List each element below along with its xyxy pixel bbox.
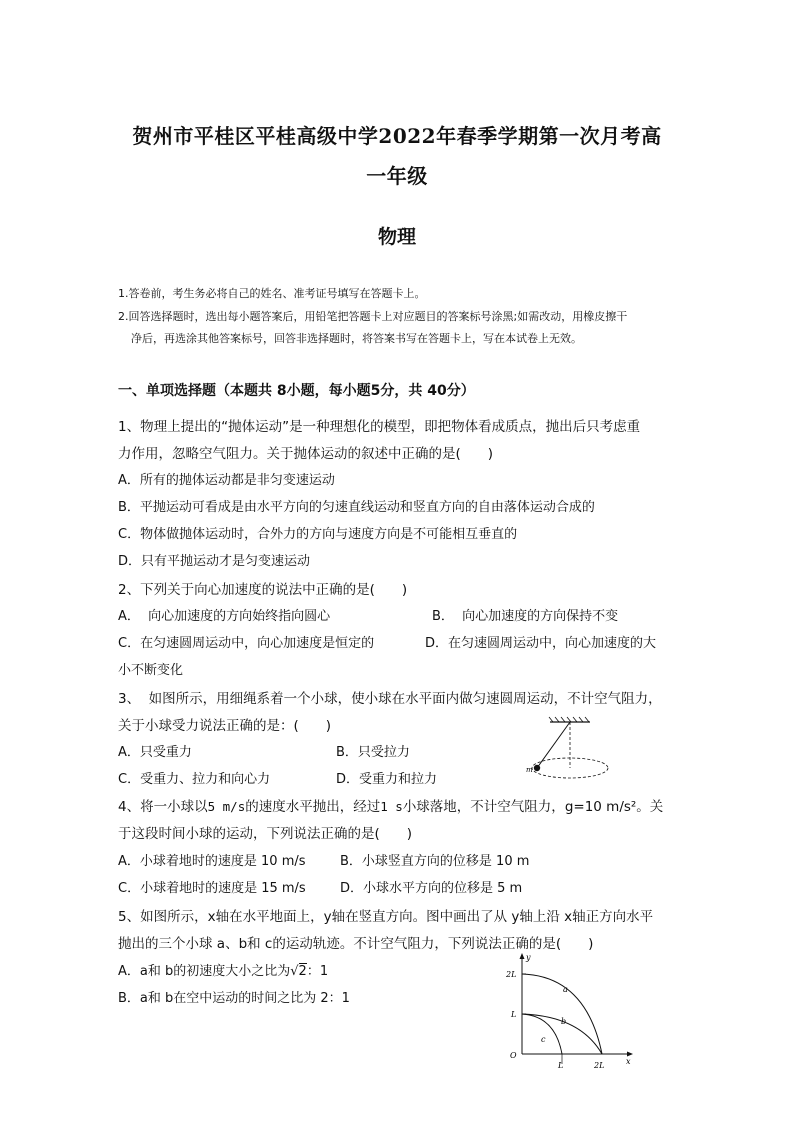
q1-option-d: D．只有平抛运动才是匀变速运动 bbox=[118, 554, 311, 569]
q3-stem-line2: 关于小球受力说法正确的是：( ) bbox=[118, 718, 332, 734]
q2-option-c: C．在匀速圆周运动中，向心加速度是恒定的 bbox=[118, 636, 375, 651]
q5-option-b: B．a和 b在空中运动的时间之比为 2：1 bbox=[118, 991, 350, 1006]
y-L-label: L bbox=[511, 1010, 517, 1019]
trajectory-c bbox=[522, 1014, 562, 1054]
q2-option-b: B． 向心加速度的方向保持不变 bbox=[432, 609, 619, 624]
ceiling-mount bbox=[549, 717, 590, 722]
notice-item-2-line1: 2.回答选择题时，选出每小题答案后，用铅笔把答题卡上对应题目的答案标号涂黑;如需改动，用橡皮擦干 bbox=[118, 310, 628, 323]
q4-stem-part-c: 小球落地，不计空气阻力， bbox=[402, 799, 565, 815]
q4-stem-part-b: 的速度水平抛出，经过 bbox=[245, 799, 381, 815]
q1-option-c: C．物体做抛体运动时，合外力的方向与速度方向是不可能相互垂直的 bbox=[118, 527, 518, 542]
x-axis-arrow bbox=[627, 1052, 633, 1057]
q4-stem-line1 bbox=[118, 795, 663, 815]
mass-label: m bbox=[526, 766, 533, 774]
q4-time: 1 s bbox=[380, 799, 403, 814]
q1-stem-line1: 1、物理上提出的“抛体运动”是一种理想化的模型，即把物体看成质点，抛出后只考虑重 bbox=[118, 419, 641, 435]
subject-title: 物理 bbox=[377, 226, 416, 248]
curve-c-label: c bbox=[541, 1035, 546, 1044]
y-axis-arrow bbox=[520, 953, 525, 959]
q1-option-a: A．所有的抛体运动都是非匀变速运动 bbox=[118, 473, 335, 488]
q3-option-c: C．受重力、拉力和向心力 bbox=[118, 772, 271, 787]
q1-stem-line2: 力作用，忽略空气阻力。关于抛体运动的叙述中正确的是( ) bbox=[118, 446, 494, 462]
section-heading: 一、单项选择题（本题共 8小题，每小题5分，共 40分） bbox=[118, 383, 475, 399]
q3-option-b: B．只受拉力 bbox=[336, 745, 410, 760]
x-axis-label: x bbox=[626, 1057, 631, 1066]
sqrt-radicand: 2 bbox=[298, 964, 307, 979]
notice-item-2 bbox=[118, 306, 688, 350]
q2-option-d-line1: D．在匀速圆周运动中，向心加速度的大 bbox=[425, 636, 657, 651]
q3-option-a: A．只受重力 bbox=[118, 745, 192, 760]
q2-stem: 2、下列关于向心加速度的说法中正确的是( ) bbox=[118, 582, 408, 598]
q5-stem-line1: 5、如图所示，x轴在水平地面上，y轴在竖直方向。图中画出了从 y轴上沿 x轴正方向水平 bbox=[118, 909, 654, 925]
q5-option-a-ratio: ：1 bbox=[306, 964, 329, 979]
q2-option-a: A． 向心加速度的方向始终指向圆心 bbox=[118, 609, 331, 624]
q4-gravity: g=10 m/s²。关 bbox=[564, 799, 664, 815]
conical-pendulum-figure bbox=[520, 716, 620, 786]
exam-title-line2: 一年级 bbox=[366, 164, 428, 188]
sqrt-symbol: √ bbox=[290, 964, 299, 979]
q5-option-a-text: A．a和 b的初速度大小之比为 bbox=[118, 964, 291, 979]
q2-option-d-line2: 小不断变化 bbox=[118, 663, 184, 678]
q4-stem-part-a: 4、将一小球以 bbox=[118, 799, 208, 815]
q5-stem-line2: 抛出的三个小球 a、b和 c的运动轨迹。不计空气阻力，下列说法正确的是( ) bbox=[118, 936, 594, 952]
origin-label: O bbox=[510, 1051, 517, 1060]
q4-option-b: B．小球竖直方向的位移是 10 m bbox=[340, 854, 530, 869]
q5-option-a bbox=[118, 960, 328, 979]
q4-option-a: A．小球着地时的速度是 10 m/s bbox=[118, 854, 306, 869]
exam-title-line1: 贺州市平桂区平桂高级中学2022年春季学期第一次月考高 bbox=[132, 124, 662, 148]
q1-option-b: B．平抛运动可看成是由水平方向的匀速直线运动和竖直方向的自由落体运动合成的 bbox=[118, 500, 595, 515]
q4-stem-line2: 于这段时间小球的运动，下列说法正确的是( ) bbox=[118, 826, 413, 842]
x-L-label: L bbox=[558, 1061, 564, 1070]
notice-item-1: 1.答卷前，考生务必将自己的姓名、准考证号填写在答题卡上。 bbox=[118, 287, 426, 300]
trajectory-figure bbox=[500, 950, 640, 1075]
curve-a-label: a bbox=[563, 985, 568, 994]
q4-option-c: C．小球着地时的速度是 15 m/s bbox=[118, 881, 306, 896]
q4-option-d: D．小球水平方向的位移是 5 m bbox=[340, 881, 523, 896]
ball bbox=[534, 765, 540, 771]
string bbox=[537, 722, 570, 768]
q4-speed: 5 m/s bbox=[207, 799, 246, 814]
curve-b-label: b bbox=[561, 1017, 567, 1026]
y-2L-label: 2L bbox=[506, 970, 517, 979]
trajectory-a bbox=[522, 974, 602, 1054]
q3-stem-line1: 3、 如图所示，用细绳系着一个小球，使小球在水平面内做匀速圆周运动，不计空气阻力， bbox=[118, 691, 662, 707]
q3-option-d: D．受重力和拉力 bbox=[336, 772, 438, 787]
y-axis-label: y bbox=[526, 953, 531, 962]
notice-item-2-line2: 净后，再选涂其他答案标号，回答非选择题时，将答案书写在答题卡上，写在本试卷上无效。 bbox=[131, 332, 582, 345]
x-2L-label: 2L bbox=[594, 1061, 605, 1070]
